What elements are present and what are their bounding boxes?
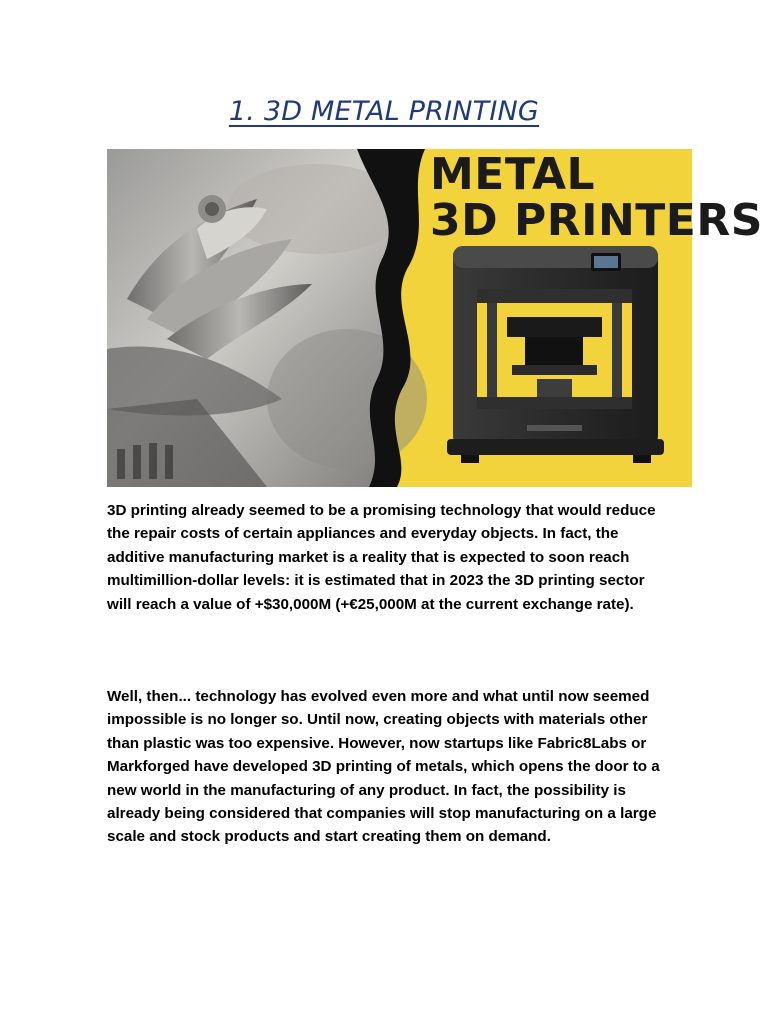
hero-image [107, 149, 763, 487]
paragraph-1: 3D printing already seemed to be a promising technology that would reduce the repair costs of certain appliances and everyday objects. In fact, the additive manufacturing market is a reality that is expected to soon reach multimillion-dollar levels: it is estimated that in 2023 the 3D printing sector will reach a value of +$30,000M (+€25,000M at the current exchange rate). [107, 502, 656, 613]
hero-text-line-2: 3D PRINTERS [430, 195, 763, 246]
printer-illustration [447, 246, 664, 463]
paragraph-2: Well, then... technology has evolved even more and what until now seemed impossible is no longer so. Until now, creating objects with materials other than plastic was too expensive. However, now startups like Fabric8Labs or Markforged have developed 3D printing of metals, which opens the door to a new world in the manufacturing of any product. In fact, the possibility is already being considered that companies will stop manufacturing on a large scale and stock products and start creating them on demand. [107, 688, 660, 846]
page-title: 1. 3D METAL PRINTING [228, 96, 540, 127]
hero-text-line-1: METAL [430, 149, 596, 200]
